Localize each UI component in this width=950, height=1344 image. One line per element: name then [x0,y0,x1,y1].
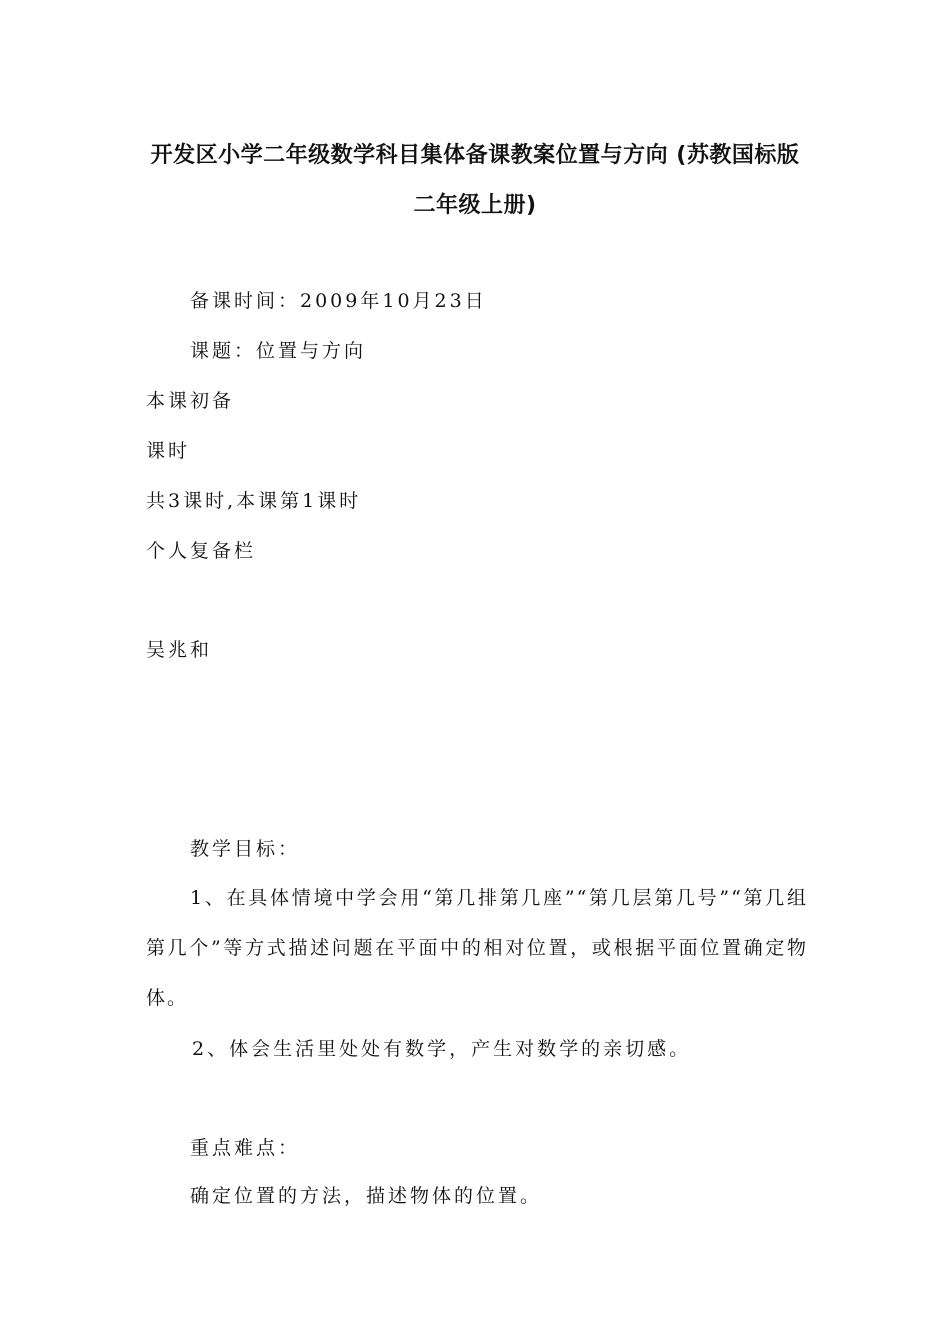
teaching-goal-1: 1、在具体情境中学会用“第几排第几座”“第几层第几号”“第几组第几个”等方式描述问题在平面中的相对位置，或根据平面位置确定物体。 [146,887,808,1009]
lesson-hours-value: 共3课时,本课第1课时 [146,490,362,512]
document-title-line-2: 二年级上册) [413,193,537,218]
personal-review-label: 个人复备栏 [146,540,257,562]
lesson-hours-label: 课时 [146,440,191,462]
key-points-heading: 重点难点： [190,1137,301,1159]
initial-prep-label: 本课初备 [146,390,235,412]
author-name: 吴兆和 [146,639,213,661]
teaching-goal-2: 2、体会生活里处处有数学，产生对数学的亲切感。 [192,1038,692,1060]
teaching-goals-heading: 教学目标： [190,838,301,860]
prep-date: 备课时间：2009年10月23日 [190,290,487,312]
document-title-line-1: 开发区小学二年级数学科目集体备课教案位置与方向 (苏教国标版 [150,143,800,168]
key-points-text: 确定位置的方法，描述物体的位置。 [190,1185,543,1207]
lesson-topic: 课题：位置与方向 [190,340,367,362]
